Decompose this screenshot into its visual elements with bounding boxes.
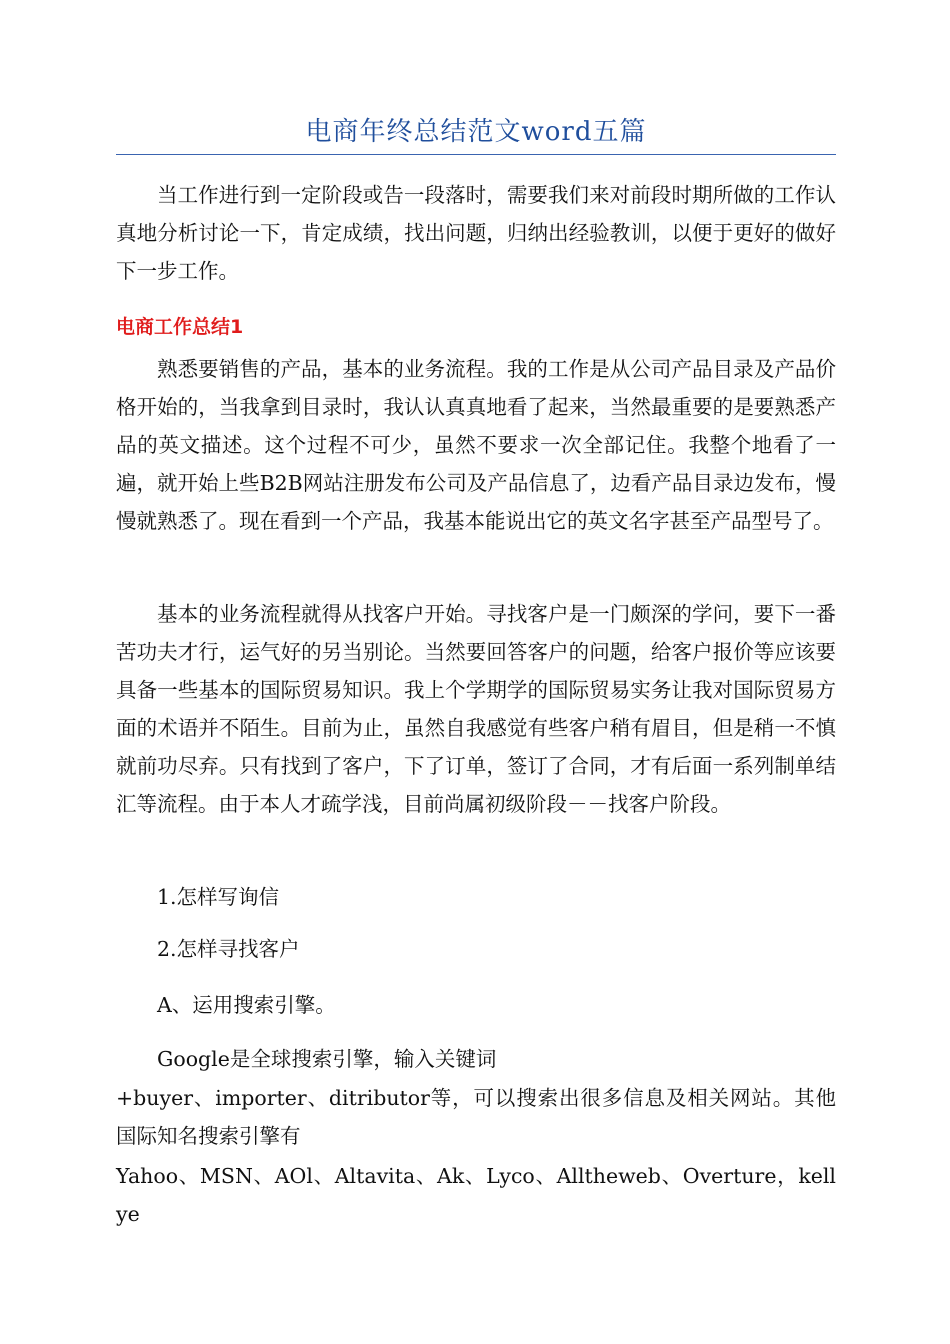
section1-paragraph-2: 基本的业务流程就得从找客户开始。寻找客户是一门颇深的学问，要下一番苦功夫才行，运气好的另当别论。当然要回答客户的问题，给客户报价等应该要具备一些基本的国际贸易知识。我上个学期学的国际贸易实务让我对国际贸易方面的术语并不陌生。目前为止，虽然自我感觉有些客户稍有眉目，但是稍一不慎就前功尽弃。只有找到了客户，下了订单，签订了合同，才有后面一系列制单结汇等流程。由于本人才疏学浅，目前尚属初级阶段－－找客户阶段。 xyxy=(116,602,836,816)
google-paragraph-line-2: +buyer、importer、ditributor等，可以搜索出很多信息及相关网站。其他国际知名搜索引擎有 xyxy=(116,1086,836,1148)
intro-paragraph: 当工作进行到一定阶段或告一段落时，需要我们来对前段时期所做的工作认真地分析讨论一下，肯定成绩，找出问题，归纳出经验教训，以便于更好的做好下一步工作。 xyxy=(116,183,836,283)
section-heading-1: 电商工作总结1 xyxy=(116,316,244,338)
section1-paragraph-1: 熟悉要销售的产品，基本的业务流程。我的工作是从公司产品目录及产品价格开始的，当我拿到目录时，我认认真真地看了起来，当然最重要的是要熟悉产品的英文描述。这个过程不可少，虽然不要求一次全部记住。我整个地看了一遍，就开始上些B2B网站注册发布公司及产品信息了，边看产品目录边发布，慢慢就熟悉了。现在看到一个产品，我基本能说出它的英文名字甚至产品型号了。 xyxy=(116,357,836,533)
document-title: 电商年终总结范文word五篇 xyxy=(305,117,647,147)
list-item-2: 2.怎样寻找客户 xyxy=(157,937,300,961)
google-paragraph-line-3: Yahoo、MSN、AOl、Altavita、Ak、Lyco、Alltheweb、Overture，kellye xyxy=(116,1164,836,1226)
list-item-a: A、运用搜索引擎。 xyxy=(157,993,336,1017)
list-item-1: 1.怎样写询信 xyxy=(157,885,280,909)
title-underline xyxy=(116,154,836,155)
google-paragraph-line-1: Google是全球搜索引擎，输入关键词 xyxy=(157,1047,497,1071)
